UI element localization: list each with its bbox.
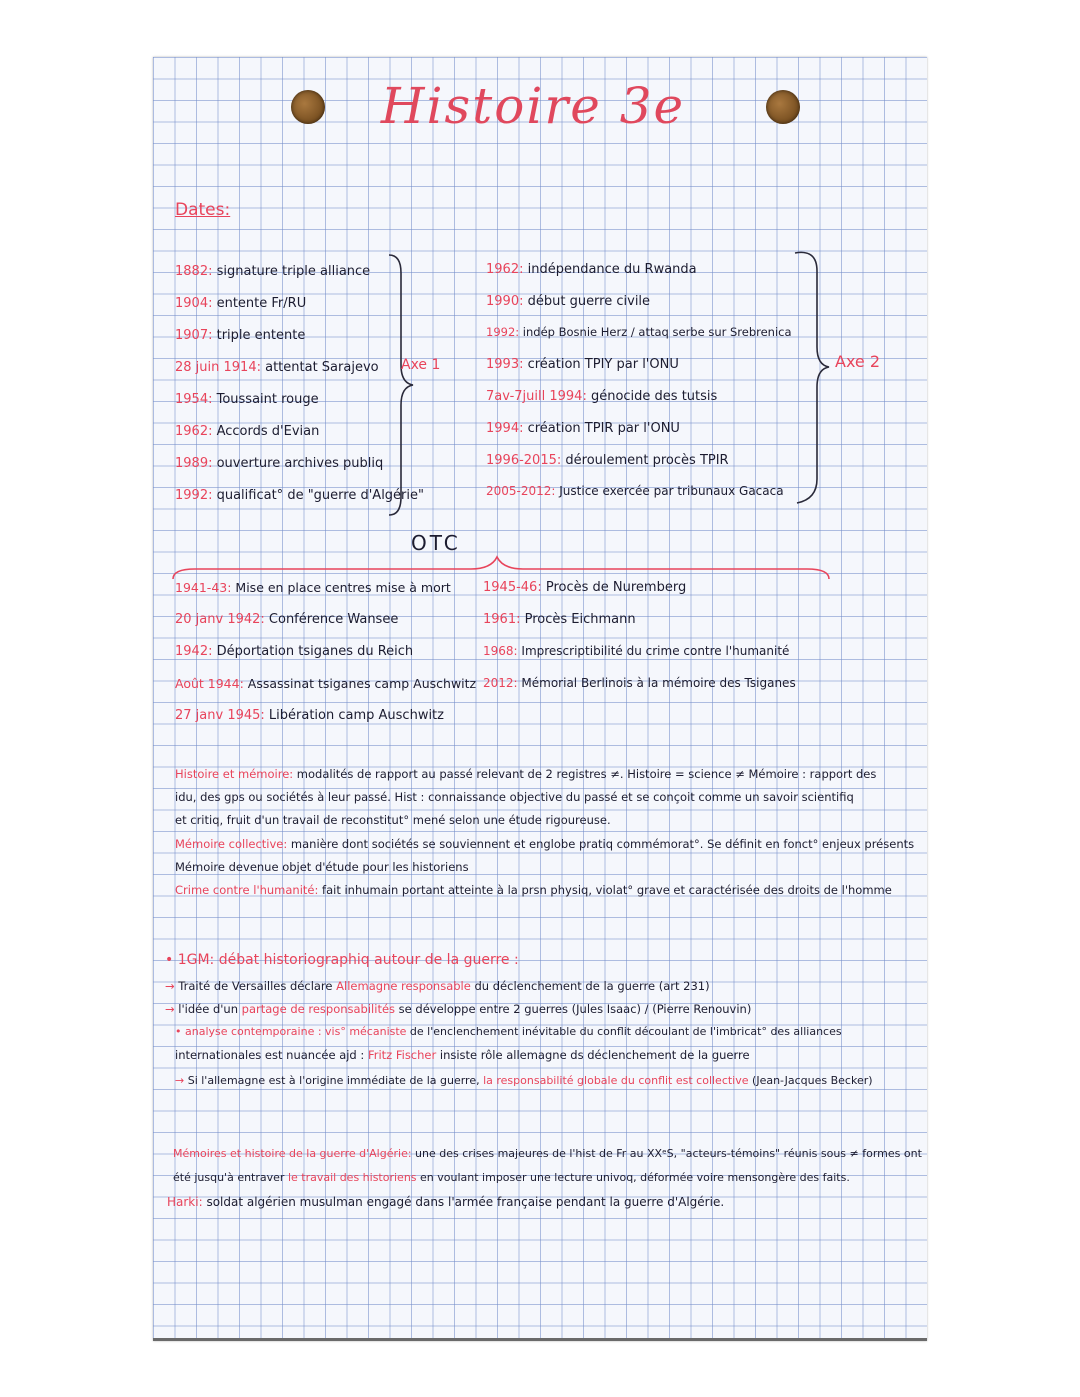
definition-line: Histoire et mémoire: modalités de rapport au passé relevant de 2 registres ≠. Histoire = science ≠ Mémoire : rapport des <box>175 767 877 781</box>
axe2-label: Axe 2 <box>835 352 881 371</box>
ww1-line: → l'idée d'un partage de responsabilités se développe entre 2 guerres (Jules Isaac) / (Pierre Renouvin) <box>165 1002 752 1016</box>
definition-line: Mémoire collective: manière dont sociétés se souviennent et englobe pratiq commémorat°. Se définit en fonct° enjeux présents <box>175 837 915 851</box>
ww1-line: • analyse contemporaine : vis° mécaniste de l'enclenchement inévitable du conflit découlant de l'imbricat° des alliances <box>175 1025 842 1038</box>
list-item: 1989: ouverture archives publiq <box>175 456 384 471</box>
algerie-line: été jusqu'à entraver le travail des historiens en voulant imposer une lecture univoq, déformée voire mensongère des faits. <box>173 1171 850 1184</box>
list-item: 1954: Toussaint rouge <box>175 392 319 407</box>
page-title: Histoire 3e <box>380 77 686 135</box>
list-item: 1904: entente Fr/RU <box>175 296 307 311</box>
definition-line: Crime contre l'humanité: fait inhumain portant atteinte à la prsn physiq, violat° grave et caractérisée des droits de l'homme <box>175 883 892 897</box>
list-item: 1996-2015: déroulement procès TPIR <box>486 453 729 468</box>
otc-label: OTC <box>411 531 461 555</box>
list-item: 20 janv 1942: Conférence Wansee <box>175 612 399 627</box>
definition-line: et critiq, fruit d'un travail de reconstitut° mené selon une étude rigoureuse. <box>175 813 611 827</box>
list-item: 7av-7juill 1994: génocide des tutsis <box>486 389 718 404</box>
list-item: 1961: Procès Eichmann <box>483 612 636 627</box>
dates-heading: Dates: <box>175 200 231 220</box>
notebook-sheet <box>153 57 927 1341</box>
list-item: 1993: création TPIY par l'ONU <box>486 357 679 372</box>
definition-line: Mémoire devenue objet d'étude pour les historiens <box>175 860 469 874</box>
ww1-line: internationales est nuancée ajd : Fritz Fischer insiste rôle allemagne ds déclenchement de la guerre <box>175 1048 750 1062</box>
punch-hole-right <box>766 90 800 124</box>
otc-brace <box>171 555 831 581</box>
list-item: 1968: Imprescriptibilité du crime contre l'humanité <box>483 644 790 658</box>
ww1-line: → Si l'allemagne est à l'origine immédiate de la guerre, la responsabilité globale du conflit est collective (Jean-Jacques Becker) <box>175 1074 873 1087</box>
list-item: 1994: création TPIR par l'ONU <box>486 421 680 436</box>
list-item: 1941-43: Mise en place centres mise à mort <box>175 580 451 595</box>
list-item: 1962: indépendance du Rwanda <box>486 262 697 277</box>
punch-hole-left <box>291 90 325 124</box>
list-item: 1990: début guerre civile <box>486 294 651 309</box>
list-item: 1945-46: Procès de Nuremberg <box>483 580 687 595</box>
list-item: 2005-2012: Justice exercée par tribunaux Gacaca <box>486 484 784 498</box>
algerie-line: Harki: soldat algérien musulman engagé dans l'armée française pendant la guerre d'Algérie. <box>167 1195 725 1209</box>
ww1-line: → Traité de Versailles déclare Allemagne responsable du déclenchement de la guerre (art 231) <box>165 979 710 993</box>
axe1-brace <box>385 253 415 517</box>
ww1-heading: • 1GM: débat historiographiq autour de la guerre : <box>165 952 519 968</box>
axe2-brace <box>791 247 831 509</box>
axe1-label: Axe 1 <box>401 357 441 373</box>
list-item: 2012: Mémorial Berlinois à la mémoire des Tsiganes <box>483 676 796 690</box>
list-item: 1992: indép Bosnie Herz / attaq serbe sur Srebrenica <box>486 325 792 339</box>
algerie-line: Mémoires et histoire de la guerre d'Algérie: une des crises majeures de l'hist de Fr au XXᵉS, "acteurs-témoins" réunis sous ≠ formes ont <box>173 1147 922 1160</box>
list-item: 1942: Déportation tsiganes du Reich <box>175 644 414 659</box>
list-item: 27 janv 1945: Libération camp Auschwitz <box>175 708 444 723</box>
list-item: Août 1944: Assassinat tsiganes camp Auschwitz <box>175 676 477 691</box>
list-item: 28 juin 1914: attentat Sarajevo <box>175 360 379 375</box>
list-item: 1992: qualificat° de "guerre d'Algérie" <box>175 488 424 503</box>
list-item: 1882: signature triple alliance <box>175 264 371 279</box>
list-item: 1907: triple entente <box>175 328 306 343</box>
definition-line: idu, des gps ou sociétés à leur passé. Hist : connaissance objective du passé et se conçoit comme un savoir scientifiq <box>175 790 854 804</box>
list-item: 1962: Accords d'Evian <box>175 424 320 439</box>
